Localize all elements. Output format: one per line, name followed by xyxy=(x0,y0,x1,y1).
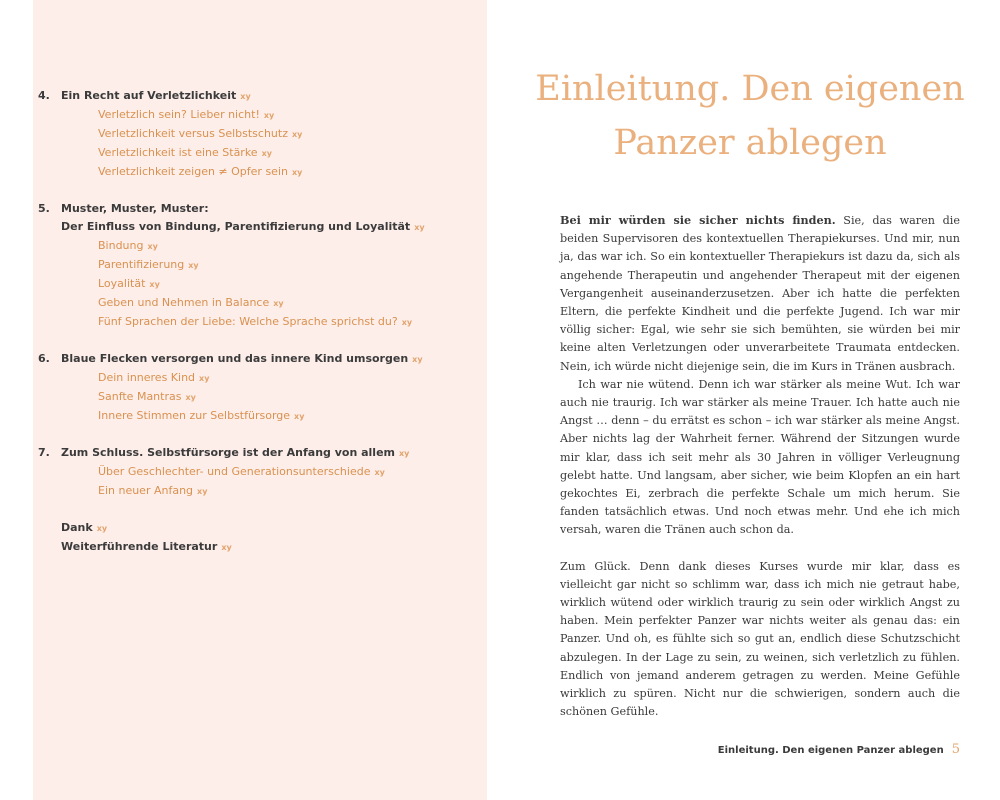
toc-chapter-title[interactable] xyxy=(38,444,478,463)
toc-page-ref: xy xyxy=(147,242,158,251)
toc-chapter-title-text: Ein Recht auf Verletzlichkeit xyxy=(61,89,237,102)
toc-chapter-7 xyxy=(38,444,478,501)
toc-chapter-title-text: Blaue Flecken versorgen und das innere Kind umsorgen xyxy=(61,352,409,365)
toc-page-ref: xy xyxy=(292,130,303,139)
toc-subentry[interactable]: Bindung xy xyxy=(98,239,158,252)
toc-page-ref: xy xyxy=(401,318,413,327)
chapter-heading-line-1: Einleitung. Den eigenen xyxy=(535,69,965,109)
toc-chapter-title-text: Muster, Muster, Muster: xyxy=(61,202,209,215)
page-number: 5 xyxy=(951,742,960,757)
toc-subentry[interactable]: Geben und Nehmen in Balance xy xyxy=(98,296,284,309)
toc-chapter-subtitle[interactable] xyxy=(38,218,478,237)
toc-subentry[interactable]: Ein neuer Anfang xy xyxy=(98,484,208,497)
toc-extras xyxy=(38,519,478,557)
toc-chapter-title-text: Zum Schluss. Selbstfürsorge ist der Anfang von allem xyxy=(61,446,396,459)
toc-chapter-title[interactable] xyxy=(38,87,478,106)
toc-subentry[interactable]: Dein inneres Kind xy xyxy=(98,371,210,384)
toc-chapter-4 xyxy=(38,87,478,182)
toc-page-ref: xy xyxy=(399,449,410,458)
paragraph-1: Bei mir würden sie sicher nichts finden. Sie, das waren die beiden Supervisoren des kontextuellen Therapiekurses. Und mir, nun ja, das war ich. So ein kontextueller Therapiekurs ist dazu da, sich als angehende Therapeutin und angehender Therapeut mit der eigenen Vergangenheit auseinanderzusetzen. Aber ich hatte die perfekten Eltern, die perfekte Kindheit und die perfekte Jugend. Ich war mir völlig sicher: Egal, wie sehr sie sich bemühten, sie würden bei mir keine alten Verletzungen oder unverarbeitete Traumata entdecken. Nein, ich würde nicht diejenige sein, die im Kurs in Tränen ausbrach. xyxy=(560,213,960,373)
toc-subentry[interactable]: Verletzlich sein? Lieber nicht! xy xyxy=(98,108,275,121)
toc-extra-entry[interactable]: Weiterführende Literatur xy xyxy=(61,540,232,553)
toc-page-ref: xy xyxy=(149,280,160,289)
toc-subentry[interactable]: Verletzlichkeit versus Selbstschutz xy xyxy=(98,127,303,140)
toc-page-ref: xy xyxy=(240,92,251,101)
toc-chapter-title[interactable] xyxy=(38,350,478,369)
toc-page-ref: xy xyxy=(263,111,275,120)
chapter-heading-line-2: Panzer ablegen xyxy=(613,123,887,163)
toc-chapter-number: 5. xyxy=(38,202,50,215)
toc-chapter-5 xyxy=(38,200,478,332)
toc-page-ref: xy xyxy=(412,355,423,364)
toc-subentry[interactable]: Fünf Sprachen der Liebe: Welche Sprache sprichst du? xy xyxy=(98,315,413,328)
chapter-body xyxy=(560,211,960,721)
page-footer xyxy=(560,742,960,757)
chapter-heading xyxy=(530,62,970,170)
toc-chapter-title-text: Der Einfluss von Bindung, Parentifizierung und Loyalität xyxy=(61,220,411,233)
toc-subentry[interactable]: Verletzlichkeit ist eine Stärke xy xyxy=(98,146,272,159)
toc-page-ref: xy xyxy=(199,374,210,383)
paragraph-2: Ich war nie wütend. Denn ich war stärker als meine Wut. Ich war auch nie traurig. Ich war stärker als meine Trauer. Ich hatte auch nie Angst … denn – du errätst es schon – ich war stärker als meine Angst. Aber nichts lag der Wahrheit ferner. Während der Sitzungen wurde mir klar, dass ich seit mehr als 30 Jahren in völliger Verleugnung gelebt hatte. Und langsam, aber sicher, wie beim Klopfen an ein hart gekochtes Ei, zerbrach die perfekte Schale um mich herum. Sie fanden tatsächlich etwas. Und noch etwas mehr. Und ehe ich mich versah, waren die Tränen auch schon da. xyxy=(560,377,960,537)
toc-subentry[interactable]: Innere Stimmen zur Selbstfürsorge xy xyxy=(98,409,305,422)
toc-page-ref: xy xyxy=(197,487,208,496)
lead-in: Bei mir würden sie sicher nichts finden. xyxy=(560,213,836,227)
toc-page-ref: xy xyxy=(185,393,196,402)
toc-chapter-number: 6. xyxy=(38,352,50,365)
toc-chapter-number: 4. xyxy=(38,89,50,102)
toc-extra-entry[interactable]: Dank xy xyxy=(61,521,108,534)
paragraph-3: Zum Glück. Denn dank dieses Kurses wurde mir klar, dass es vielleicht gar nicht so schlimm war, dass ich mich nie getraut habe, wirklich wütend oder wirklich traurig zu sein oder wirklich Angst zu haben. Mein perfekter Panzer war nichts weiter als genau das: ein Panzer. Und oh, es fühlte sich so gut an, endlich diese Schutzschicht abzulegen. In der Lage zu sein, zu weinen, sich verletzlich zu fühlen. Endlich von jemand anderem getragen zu werden. Meine Gefühle wirklich zu spüren. Nicht nur die schwierigen, sondern auch die schönen Gefühle. xyxy=(560,559,960,719)
toc-page-ref: xy xyxy=(414,223,425,232)
toc-page-ref: xy xyxy=(294,412,305,421)
toc-subentry[interactable]: Parentifizierung xy xyxy=(98,258,199,271)
toc-page-ref: xy xyxy=(221,543,232,552)
toc-subentry[interactable]: Sanfte Mantras xy xyxy=(98,390,196,403)
toc-page-ref: xy xyxy=(273,299,284,308)
toc-page-ref: xy xyxy=(374,468,385,477)
toc-page-ref: xy xyxy=(261,149,272,158)
toc-subentry[interactable]: Loyalität xy xyxy=(98,277,160,290)
toc-chapter-title[interactable] xyxy=(38,200,478,218)
toc-subentry[interactable]: Verletzlichkeit zeigen ≠ Opfer sein xy xyxy=(98,165,303,178)
toc-chapter-6 xyxy=(38,350,478,426)
toc-page-ref: xy xyxy=(96,524,108,533)
toc-page-ref: xy xyxy=(188,261,199,270)
table-of-contents xyxy=(38,87,478,575)
toc-page-ref: xy xyxy=(291,168,303,177)
toc-chapter-number: 7. xyxy=(38,446,50,459)
toc-subentry[interactable]: Über Geschlechter- und Generationsunterschiede xy xyxy=(98,465,385,478)
running-title: Einleitung. Den eigenen Panzer ablegen xyxy=(717,745,944,756)
